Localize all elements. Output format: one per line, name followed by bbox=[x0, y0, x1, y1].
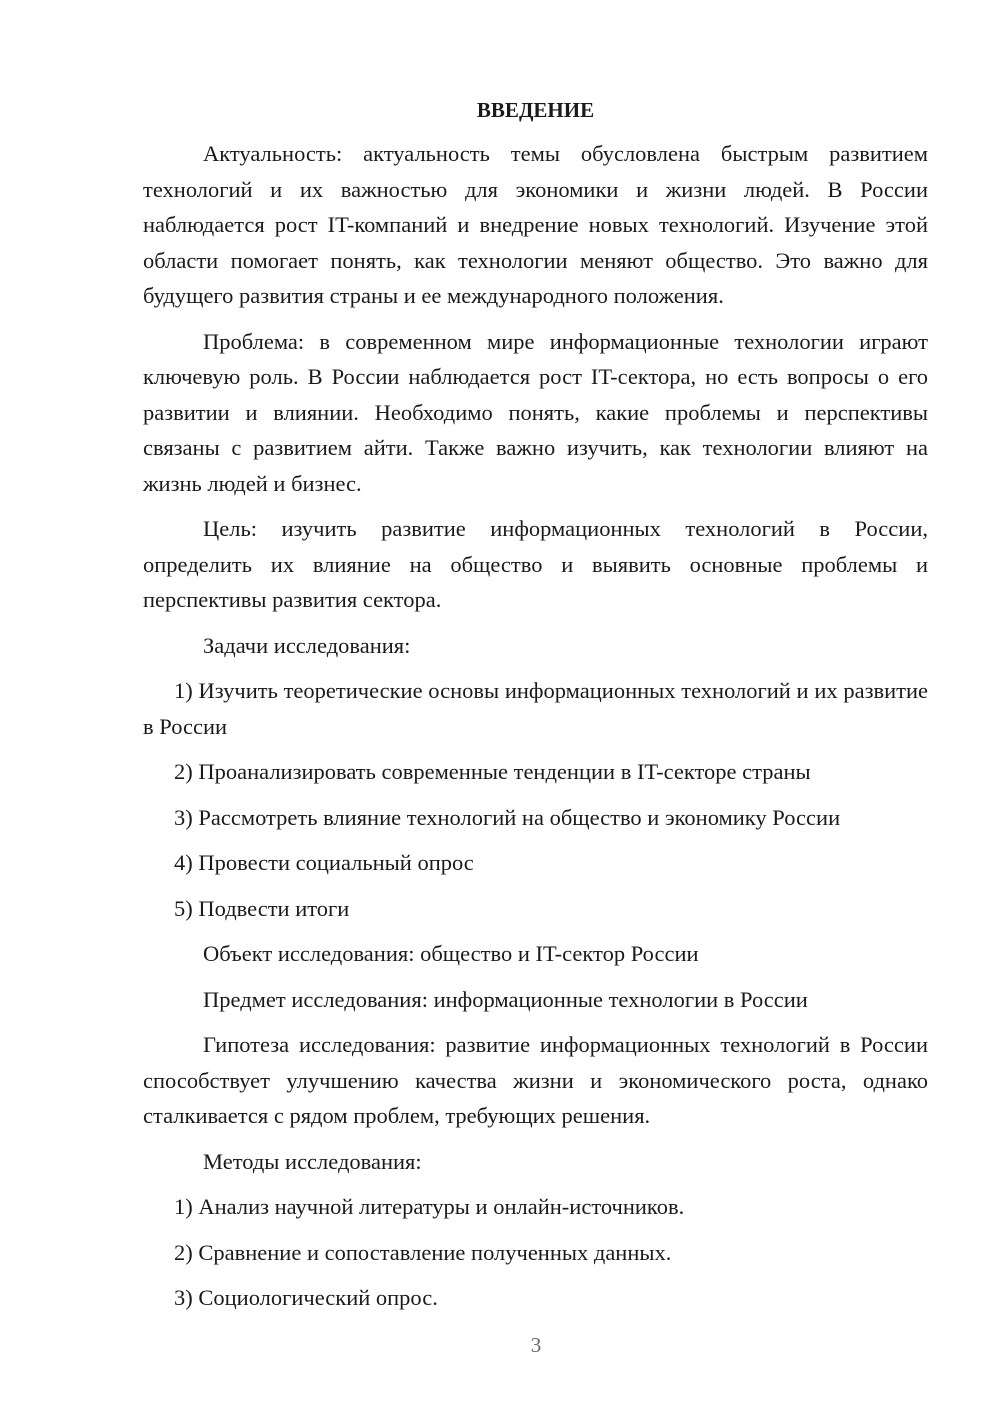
tasks-heading: Задачи исследования: bbox=[203, 632, 411, 658]
relevance-paragraph: Актуальность: актуальность темы обусловлена быстрым развитием технологий и их важностью для экономики и жизни людей. В России наблюдается рост IT-компаний и внедрение новых технологий. Изучение этой области помогает понять, как технологии меняют общество. Это важно для будущего развития страны и ее международного положения. bbox=[143, 141, 928, 308]
task-item: 5) Подвести итоги bbox=[174, 895, 350, 921]
object-line: Объект исследования: общество и IT-сектор России bbox=[203, 941, 699, 966]
method-item: 3) Социологический опрос. bbox=[174, 1285, 438, 1310]
page-number: 3 bbox=[530, 1333, 542, 1357]
task-item: 3) Рассмотреть влияние технологий на общество и экономику России bbox=[174, 804, 841, 830]
methods-heading: Методы исследования: bbox=[203, 1148, 422, 1174]
method-item: 1) Анализ научной литературы и онлайн-источников. bbox=[174, 1194, 685, 1219]
goal-paragraph: Цель: изучить развитие информационных технологий в России, определить их влияние на общество и выявить основные проблемы и перспективы развития сектора. bbox=[143, 516, 928, 612]
task-item: 2) Проанализировать современные тенденции в IT-секторе страны bbox=[174, 759, 811, 784]
problem-paragraph: Проблема: в современном мире информационные технологии играют ключевую роль. В России наблюдается рост IT-сектора, но есть вопросы о его развитии и влиянии. Необходимо понять, какие проблемы и перспективы связаны с развитием айти. Также важно изучить, как технологии влияют на жизнь людей и бизнес. bbox=[143, 328, 928, 496]
subject-line: Предмет исследования: информационные технологии в России bbox=[203, 986, 808, 1012]
hypothesis-paragraph: Гипотеза исследования: развитие информационных технологий в России способствует улучшению качества жизни и экономического роста, однако сталкивается с рядом проблем, требующих решения. bbox=[143, 1032, 928, 1128]
task-item: 4) Провести социальный опрос bbox=[174, 850, 474, 875]
section-heading: ВВЕДЕНИЕ bbox=[476, 98, 595, 122]
document-page bbox=[143, 95, 928, 1326]
task-item: 1) Изучить теоретические основы информационных технологий и их развитие в России bbox=[143, 678, 928, 739]
method-item: 2) Сравнение и сопоставление полученных данных. bbox=[174, 1239, 672, 1265]
